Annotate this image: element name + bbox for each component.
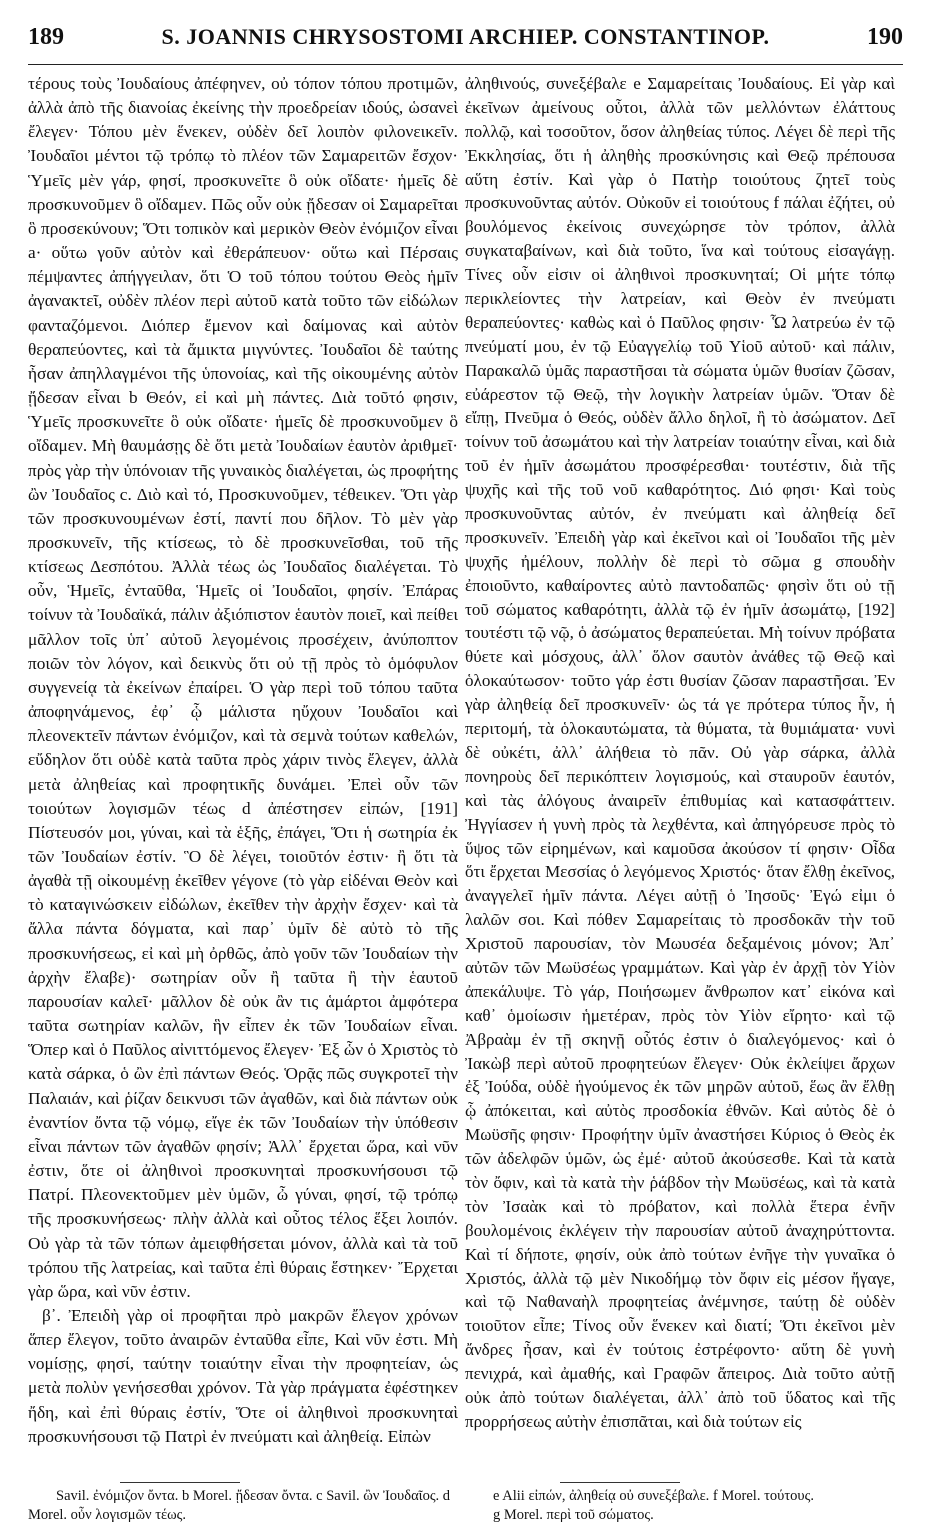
page-number-left: 189 — [28, 24, 64, 50]
right-column — [465, 72, 895, 1434]
right-column-text: ἀληθινούς, συνεξέβαλε e Σαμαρείταις Ἰουδαίους. Εἰ γὰρ καὶ ἐκεῖνων ἀμείνους οὗτοι, ἀλλὰ τῶν μελλόντων ἐλάττους πολλῷ, καὶ τοσοῦτον, ὅσον ἀληθείας τύπος. Λέγει δὲ περὶ τῆς Ἐκκλησίας, ὅτι ἡ ἀληθὴς προσκύνησις καὶ Θεῷ πρέπουσα αὕτη ἐστίν. Καὶ γὰρ ὁ Πατὴρ τοιούτους ζητεῖ τοὺς προσκυνοῦντας αὐτόν. Οὐκοῦν εἰ τοιούτους f πάλαι ἐζήτει, οὐ βουλόμενος ἐκείνοις συνεχώρησε τὸν τρόπον, ἀλλὰ συγκαταβαίνων, καὶ διὰ τοῦτο, ἵνα καὶ τούτους εἰσαγάγῃ. Τίνες οὖν εἰσιν οἱ ἀληθινοὶ προσκυνηταί; Οἱ μήτε τόπῳ περικλείοντες τὴν λατρείαν, καὶ Θεὸν ἐν πνεύματι θεραπεύοντες· καθὼς καὶ ὁ Παῦλος φησιν· Ὧ λατρεύω ἐν τῷ πνεύματί μου, ἐν τῷ Εὐαγγελίῳ τοῦ Υἱοῦ αὐτοῦ· καὶ πάλιν, Παρακαλῶ ὑμᾶς παραστῆσαι τὰ σώματα ὑμῶν θυσίαν ζῶσαν, εὐάρεστον τῷ Θεῷ, τὴν λογικὴν λατρείαν ὑμῶν. Ὅταν δὲ εἴπῃ, Πνεῦμα ὁ Θεός, οὐδὲν ἄλλο δηλοῖ, ἢ τὸ ἀσώματον. Δεῖ τοίνυν τοῦ ἀσωμάτου καὶ τὴν λατρείαν τοιαύτην εἶναι, καὶ διὰ τοῦ ἐν ἡμῖν ἀσωμάτου προσφέρεσθαι· τουτέστιν, διὰ τῆς ψυχῆς καὶ τῆς τοῦ νοῦ καθαρότητος. Διό φησι· Καὶ τοὺς προσκυνοῦντας αὐτόν, ἐν πνεύματι καὶ ἀληθείᾳ δεῖ προσκυνεῖν. Ἐπειδὴ γὰρ καὶ ἐκεῖνοι καὶ οἱ Ἰουδαῖοι τῆς μὲν ψυχῆς ἠμέλουν, πολλὴν δὲ περὶ τὸ σῶμα g σπουδὴν ἐποιοῦντο, καθαίροντες αὐτὸ παντοδαπῶς· φησὶν ὅτι οὐ τῇ τοῦ σώματος καθαρότητι, ἀλλὰ τῷ ἐν ἡμῖν ἀσωμάτῳ, [192] τουτέστι τῷ νῷ, ὁ ἀσώματος θεραπεύεται. Μὴ τοίνυν πρόβατα θύετε καὶ μόσχους, ἀλλ᾽ ὅλον σαυτὸν ἀνάθες τῷ Θεῷ καὶ ὁλοκαύτωσον· τοῦτο γάρ ἐστι θυσίαν ζῶσαν παραστῆσαι. Ἐν γὰρ ἀληθείᾳ δεῖ προσκυνεῖν· ὡς τά γε πρότερα τύπος ἦν, ἡ περιτομή, τὰ ὁλοκαυτώματα, τὰ θύματα, τὰ θυμιάματα· νυνὶ δὲ οὐκέτι, ἀλλ᾽ ἀλήθεια τὸ πᾶν. Οὐ γὰρ σάρκα, ἀλλὰ πονηροὺς δεῖ περικόπτειν λογισμούς, καὶ σταυροῦν ἑαυτόν, καὶ τὰς ἀλόγους ἀναιρεῖν ἐπιθυμίας καὶ κατασφάττειν. Ἠγγίασεν ἡ γυνὴ πρὸς τὰ λεχθέντα, καὶ ἀπηγόρευσε πρὸς τὸ ὕψος τῶν εἰρημένων, καὶ καμοῦσα ἀκούσον τί φησιν· Οἶδα ὅτι ἔρχεται Μεσσίας ὁ λεγόμενος Χριστός· ὅταν ἔλθῃ ἐκεῖνος, ἀναγγελεῖ ἡμῖν πάντα. Λέγει αὐτῇ ὁ Ἰησοῦς· Ἐγώ εἰμι ὁ λαλῶν σοι. Καὶ πόθεν Σαμαρείταις τὸ προσδοκᾶν τὴν τοῦ Χριστοῦ παρουσίαν, τὸν Μωυσέα δεξαμένοις μόνον; Ἀπ᾽ αὐτῶν τῶν Μωϋσέως γραμμάτων. Καὶ γὰρ ἐν ἀρχῇ τὸν Υἱὸν ἀπεκάλυψε. Τὸ γάρ, Ποιήσωμεν ἄνθρωπον κατ᾽ εἰκόνα καὶ καθ᾽ ὁμοίωσιν ἡμετέραν, πρὸς τὸν Υἱὸν εἴρητο· καὶ τῷ Ἀβραὰμ ἐν τῇ σκηνῇ οὗτός ἐστιν ὁ διαλεγόμενος· καὶ ὁ Ἰακὼβ περὶ αὐτοῦ προφητεύων ἔλεγεν· Οὐκ ἐκλείψει ἄρχων ἐξ Ἰούδα, οὐδὲ ἡγούμενος ἐκ τῶν μηρῶν αὐτοῦ, ἕως ἂν ἔλθῃ ᾧ ἀπόκειται, καὶ αὐτὸς προσδοκία ἐθνῶν. Καὶ αὐτὸς δὲ ὁ Μωϋσῆς φησιν· Προφήτην ὑμῖν ἀναστήσει Κύριος ὁ Θεὸς ἐκ τῶν ἀδελφῶν ὑμῶν, ὡς ἐμέ· αὐτοῦ ἀκούσεσθε. Καὶ τὰ κατὰ τὸν ὄφιν, καὶ τὰ κατὰ τὴν ῥάβδον τὴν Μωϋσέως, καὶ τὰ κατὰ τὸν Ἰσαὰκ καὶ τὸ πρόβατον, καὶ πολλὰ ἕτερα ἐνῆν βουλομένοις ἐκλέγειν τὴν παρουσίαν αὐτοῦ ἀναχηρύττοντα. Καὶ τί δήποτε, φησίν, οὐκ ἀπὸ τούτων ἐνῆγε τὴν γυναῖκα ὁ Χριστός, ἀλλὰ τῷ μὲν Νικοδήμῳ τὸν ὄφιν εἰς μέσον ἤγαγε, καὶ τῷ Ναθαναὴλ προφητείας ἀνέμνησε, ταύτῃ δὲ οὐδὲν τοιοῦτον εἶπε; Τίνος οὖν ἕνεκεν καὶ διατί; Ὅτι ἐκεῖνοι μὲν ἄνδρες ἦσαν, καὶ ἐν τούτοις ἐστρέφοντο· αὕτη δὲ γυνὴ πενιχρά, καὶ ἀμαθής, καὶ Γραφῶν ἄπειρος. Διὰ τοῦτο αὐτῇ οὐκ ἀπὸ τούτων διαλέγεται, ἀλλ᾽ ἀπὸ τοῦ ὕδατος καὶ τῆς προρρήσεως αὐτὴν ἐπισπᾶται, καὶ διὰ τούτων εἰς — [465, 74, 895, 1431]
footnote-left-text: Savil. ἐνόμιζον ὄντα. b Morel. ᾔδεσαν ὄντα. c Savil. ὢν Ἰουδαῖος. d Morel. οὖν λογισμῶν τέως. — [28, 1488, 451, 1523]
left-column-text: τέρους τοὺς Ἰουδαίους ἀπέφηνεν, οὐ τόπον τόπου προτιμῶν, ἀλλὰ ἀπὸ τῆς διανοίας ἐκείνης τὴν προεδρείαν ιδούς, ὡσανεὶ ἔλεγεν· Τόπου μὲν ἕνεκεν, οὐδὲν δεῖ λοιπὸν φιλονεικεῖν. Ἰουδαῖοι μέντοι τῷ τρόπῳ τὸ πλέον τῶν Σαμαρειτῶν ἔσχον· Ὑμεῖς μὲν γάρ, φησί, προσκυνεῖτε ὃ οὐκ οἴδατε· ἡμεῖς δὲ προσκυνοῦμεν ὃ οἴδαμεν. Πῶς οὖν οὐκ ᾔδεσαν οἱ Σαμαρεῖται ὃ προσεκύνουν; Ὅτι τοπικὸν καὶ μερικὸν Θεὸν ἐνόμιζον εἶναι a· οὕτω γοῦν αὐτὸν καὶ ἐθεράπευον· οὕτω καὶ Πέρσαις πέμψαντες ἀπήγγειλαν, ὅτι Ὁ τοῦ τόπου τούτου Θεὸς ἡμῖν ἀγανακτεῖ, οὐδὲν πλέον περὶ αὐτοῦ κατὰ τοῦτο τῶν εἰδώλων φανταζόμενοι. Διόπερ ἔμενον καὶ δαίμονας καὶ αὐτὸν θεραπεύοντες, καὶ τὰ ἄμικτα μιγνύντες. Ἰουδαῖοι δὲ ταύτης ἦσαν ἀπηλλαγμένοι τῆς ὑπονοίας, καὶ τῆς οἰκουμένης αὐτὸν ᾔδεσαν εἶναι b Θεόν, εἰ καὶ μὴ πάντες. Διὰ τοῦτό φησιν, Ὑμεῖς προσκυνεῖτε ὃ οὐκ οἴδατε· ἡμεῖς δὲ προσκυνοῦμεν ὃ οἴδαμεν. Μὴ θαυμάσῃς δὲ ὅτι μετὰ Ἰουδαίων ἑαυτὸν ἀριθμεῖ· πρὸς γὰρ τὴν ὑπόνοιαν τῆς γυναικὸς διαλέγεται, ὡς προφήτης ὢν Ἰουδαῖος c. Διὸ καὶ τό, Προσκυνοῦμεν, τέθεικεν. Ὅτι γὰρ τῶν προσκυνουμένων ἐστί, παντί που δῆλον. Τὸ μὲν γὰρ προσκυνεῖν, τῆς κτίσεως, τὸ δὲ προσκυνεῖσθαι, τοῦ τῆς κτίσεως Δεσπότου. Ἀλλὰ τέως ὡς Ἰουδαῖος διαλέγεται. Τὸ οὖν, Ἡμεῖς, ἐνταῦθα, Ἡμεῖς οἱ Ἰουδαῖοι, φησίν. Ἐπάρας τοίνυν τὰ Ἰουδαϊκά, πάλιν ἀξιόπιστον ἑαυτὸν ποιεῖ, καὶ πείθει μᾶλλον τοῖς ὑπ᾽ αὐτοῦ λεγομένοις προσέχειν, ἀνύποπτον ποιῶν τὸν λόγον, καὶ δεικνὺς ὅτι οὐ τῇ πρὸς τὸ ὁμόφυλον συγγενείᾳ τὰ ἐκείνων ἐπαίρει. Ὁ γὰρ περὶ τοῦ τόπου ταῦτα ἀποφηνάμενος, ἐφ᾽ ᾧ μάλιστα ηὔχουν Ἰουδαῖοι καὶ πλεονεκτεῖν πάντων ἐνόμιζον, καὶ τὰ σεμνὰ τούτων καθελών, εὔδηλον ὅτι οὐδὲ κατὰ ταῦτα πρὸς χάριν τινὸς ἔλεγεν, ἀλλὰ μετὰ ἀληθείας καὶ προφητικῆς δυνάμει. Ἐπεὶ οὖν τῶν τοιούτων λογισμῶν τέως d ἀπέστησεν εἰπών, [191] Πίστευσόν μοι, γύναι, καὶ τὰ ἑξῆς, ἐπάγει, Ὅτι ἡ σωτηρία ἐκ τῶν Ἰουδαίων ἐστίν. Ὃ δὲ λέγει, τοιοῦτόν ἐστιν· ἢ ὅτι τὰ ἀγαθὰ τῇ οἰκουμένῃ ἐκεῖθεν γέγονε (τὸ γὰρ εἰδέναι Θεὸν καὶ τὸ καταγινώσκειν εἰδώλων, ἐκεῖθεν τὴν ἀρχὴν ἔσχεν· καὶ τὰ ἄλλα πάντα δόγματα, καὶ παρ᾽ ὑμῖν δὲ αὐτὸ τὸ τῆς προσκυνήσεως, εἰ καὶ μὴ ὀρθῶς, ἀπὸ γοῦν τῶν Ἰουδαίων τὴν ἀρχὴν ἔλαβε)· σωτηρίαν οὖν ἢ ταῦτα ἢ τὴν ἑαυτοῦ παρουσίαν καλεῖ· μᾶλλον δὲ οὐκ ἂν τις ἁμάρτοι ἀμφότερα ταῦτα σωτηρίαν καλῶν, ἣν εἶπεν ἐκ τῶν Ἰουδαίων εἶναι. Ὅπερ καὶ ὁ Παῦλος αἰνιττόμενος ἔλεγεν· Ἐξ ὧν ὁ Χριστὸς τὸ κατὰ σάρκα, ὁ ὢν ἐπὶ πάντων Θεός. Ὁρᾷς πῶς συγκροτεῖ τὴν Παλαιάν, καὶ ῥίζαν δεικνυσι τῶν ἀγαθῶν, καὶ διὰ πάντων οὐκ ἐναντίον ὄντα τῷ νόμῳ, εἴγε ἐκ τῶν Ἰουδαίων τὴν ὑπόθεσιν εἶναι πάντων τῶν ἀγαθῶν φησίν; Ἀλλ᾽ ἔρχεται ὥρα, καὶ νῦν ἐστιν, ὅτε οἱ ἀληθινοὶ προσκυνηταὶ προσκυνήσουσι τῷ Πατρί. Πλεονεκτοῦμεν μὲν ὑμῶν, ὦ γύναι, φησί, τῷ τρόπῳ τῆς προσκυνήσεως· πλὴν ἀλλὰ καὶ οὗτος τέλος ἕξει λοιπόν. Οὐ γὰρ τὰ τῶν τόπων ἀμειφθήσεται μόνον, ἀλλὰ καὶ τὰ τοῦ τρόπου τῆς λατρείας, καὶ ταῦτα ἐπὶ θύραις ἕστηκεν· Ἔρχεται γὰρ ὥρα, καὶ νῦν ἐστιν. — [28, 74, 458, 1301]
running-header — [28, 24, 903, 64]
footnotes-right — [465, 1487, 895, 1525]
footnote-right-text-1: e Alii εἰπών, ἀληθείᾳ οὐ συνεξέβαλε. f Morel. τούτους. — [493, 1488, 814, 1504]
page-number-right: 190 — [866, 24, 903, 50]
left-column — [28, 72, 458, 1449]
footnotes-left — [28, 1487, 458, 1525]
header-rule — [28, 64, 903, 65]
left-column-section-beta: β᾽. Ἐπειδὴ γὰρ οἱ προφῆται πρὸ μακρῶν ἔλεγον χρόνων ἅπερ ἔλεγον, τοῦτο ἀναιρῶν ἐνταῦθα εἶπε, Καὶ νῦν ἐστι. Μὴ νομίσῃς, φησί, ταύτην τοιαύτην εἶναι τὴν προφητείαν, ὡς μετὰ πολὺν γενήσεσθαι χρόνον. Τὰ γὰρ πράγματα ἐφέστηκεν ἤδη, καὶ ἐπὶ θύραις ἐστίν, Ὅτε οἱ ἀληθινοὶ προσκυνηταὶ προσκυνήσουσι τῷ Πατρὶ ἐν πνεύματι καὶ ἀληθείᾳ. Εἰπὼν — [28, 1305, 458, 1446]
footnote-rule-right — [560, 1482, 680, 1483]
running-title: S. JOANNIS CHRYSOSTOMI ARCHIEP. CONSTANTINOP. — [161, 24, 770, 49]
footnote-right-text-2: g Morel. περὶ τοῦ σώματος. — [493, 1507, 654, 1523]
footnote-rule-left — [120, 1482, 240, 1483]
